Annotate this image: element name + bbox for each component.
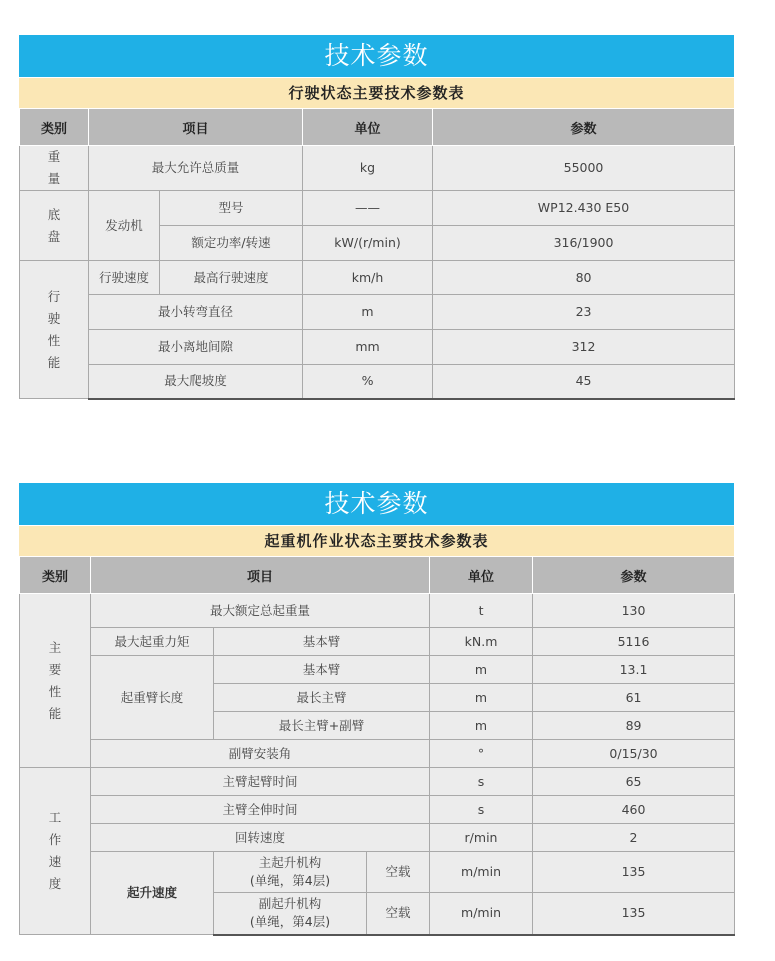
section-banner: 技术参数 [19,483,734,525]
table-title: 起重机作业状态主要技术参数表 [19,526,734,556]
group-boom-length: 起重臂长度 [91,656,214,740]
header-item: 项目 [91,557,430,594]
unit-cell: s [430,768,533,796]
unit-cell: kg [303,146,433,191]
unit-cell: km/h [303,261,433,295]
section-banner: 技术参数 [19,35,734,77]
table-row [20,146,735,191]
header-unit: 单位 [303,109,433,146]
header-item: 项目 [89,109,303,146]
unit-cell: kN.m [430,628,533,656]
value-cell: 135 [533,852,735,893]
header-category: 类别 [20,557,91,594]
unit-cell: m [430,656,533,684]
unit-cell: m [303,295,433,330]
header-row [20,109,735,146]
item-cell: 最大爬坡度 [89,365,303,399]
table-row [20,261,735,295]
group-max-moment: 最大起重力矩 [91,628,214,656]
item-cell: 主起升机构 (单绳，第4层) [214,852,367,893]
unit-cell: ° [430,740,533,768]
group-engine: 发动机 [89,191,160,261]
unit-cell: m [430,712,533,740]
table-row [20,796,735,824]
item-cell: 最小转弯直径 [89,295,303,330]
group-driving-speed: 行驶速度 [89,261,160,295]
item-cell: 基本臂 [214,656,430,684]
category-main-performance: 主 要 性 能 [20,594,91,768]
driving-spec-section [19,35,734,400]
header-category: 类别 [20,109,89,146]
table-row [20,768,735,796]
crane-spec-section [19,483,734,936]
load-cell: 空载 [367,893,430,935]
item-cell: 最长主臂 [214,684,430,712]
value-cell: 55000 [433,146,735,191]
value-cell: 89 [533,712,735,740]
unit-cell: t [430,594,533,628]
unit-cell: s [430,796,533,824]
item-cell: 主臂起臂时间 [91,768,430,796]
unit-cell: m/min [430,852,533,893]
value-cell: 45 [433,365,735,399]
header-unit: 单位 [430,557,533,594]
value-cell: 65 [533,768,735,796]
value-cell: 2 [533,824,735,852]
unit-cell: m/min [430,893,533,935]
driving-spec-table [19,108,735,400]
table-row [20,191,735,226]
header-param: 参数 [533,557,735,594]
unit-cell: mm [303,330,433,365]
item-cell: 最大额定总起重量 [91,594,430,628]
item-cell: 额定功率/转速 [160,226,303,261]
item-cell: 最大允许总质量 [89,146,303,191]
table-row [20,852,735,893]
value-cell: 130 [533,594,735,628]
item-cell: 副起升机构 (单绳，第4层) [214,893,367,935]
category-working-speed: 工 作 速 度 [20,768,91,935]
item-cell: 最长主臂+副臂 [214,712,430,740]
load-cell: 空载 [367,852,430,893]
table-row [20,824,735,852]
value-cell: 135 [533,893,735,935]
category-weight: 重 量 [20,146,89,191]
table-row [20,365,735,399]
value-cell: 0/15/30 [533,740,735,768]
header-param: 参数 [433,109,735,146]
unit-cell: m [430,684,533,712]
table-row [20,295,735,330]
item-cell: 型号 [160,191,303,226]
header-row [20,557,735,594]
unit-cell: % [303,365,433,399]
unit-cell: —— [303,191,433,226]
value-cell: 13.1 [533,656,735,684]
value-cell: 23 [433,295,735,330]
item-cell: 回转速度 [91,824,430,852]
unit-cell: kW/(r/min) [303,226,433,261]
item-cell: 主臂全伸时间 [91,796,430,824]
group-hoist-speed: 起升速度 [91,852,214,935]
item-cell: 基本臂 [214,628,430,656]
category-chassis: 底 盘 [20,191,89,261]
table-row [20,740,735,768]
item-cell: 副臂安装角 [91,740,430,768]
table-row [20,594,735,628]
value-cell: 460 [533,796,735,824]
value-cell: 5116 [533,628,735,656]
crane-spec-table [19,556,735,936]
category-driving: 行 驶 性 能 [20,261,89,399]
item-cell: 最高行驶速度 [160,261,303,295]
value-cell: 312 [433,330,735,365]
value-cell: 61 [533,684,735,712]
table-row [20,656,735,684]
item-cell: 最小离地间隙 [89,330,303,365]
unit-cell: r/min [430,824,533,852]
table-row [20,628,735,656]
value-cell: 316/1900 [433,226,735,261]
value-cell: WP12.430 E50 [433,191,735,226]
table-row [20,330,735,365]
table-title: 行驶状态主要技术参数表 [19,78,734,108]
value-cell: 80 [433,261,735,295]
